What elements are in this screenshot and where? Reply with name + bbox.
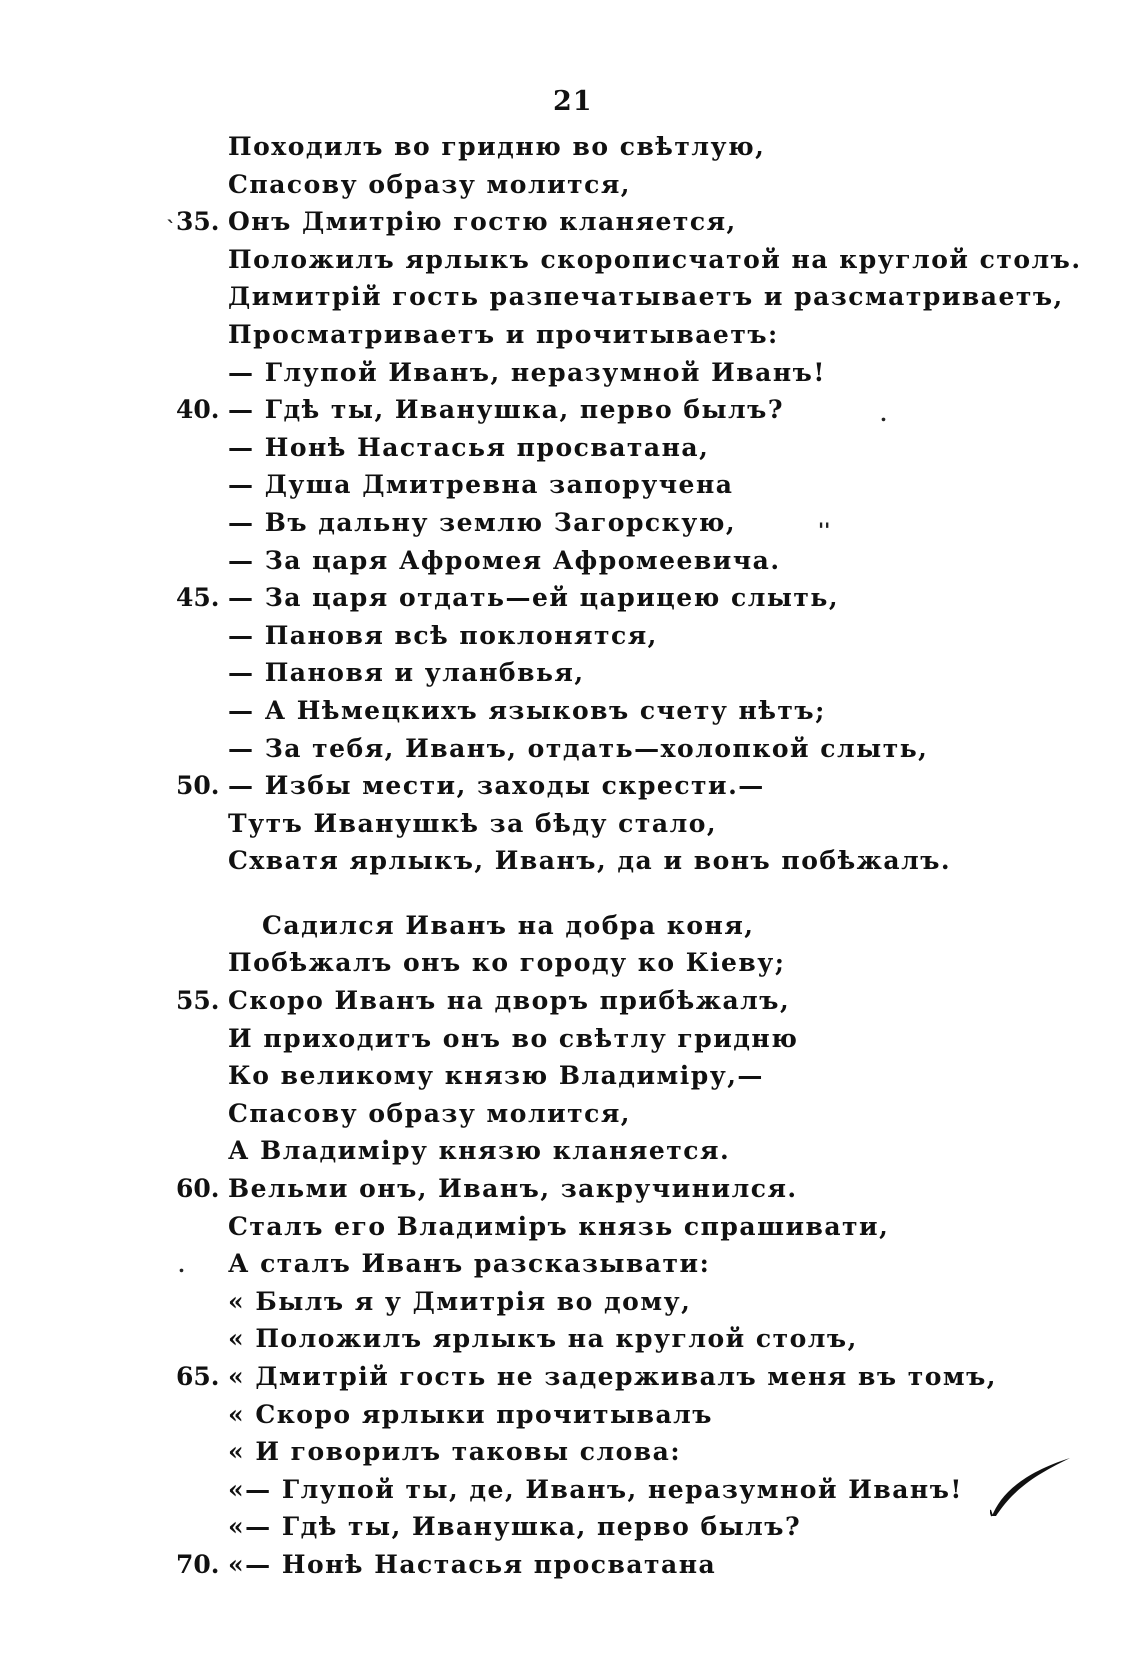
verse-line [0,504,1140,542]
verse-text: «— Нонѣ Настасья просватана [228,1549,717,1579]
verse-text: Побѣжалъ онъ ко городу ко Кіеву; [228,948,786,978]
verse-line [0,1283,1140,1321]
verse-text: Скоро Иванъ на дворъ прибѣжалъ, [228,986,791,1016]
verse-line [0,1020,1140,1058]
verse-text: Сталъ его Владиміръ князь спрашивати, [228,1211,890,1241]
verse-line [0,907,1140,945]
verse-line [0,1208,1140,1246]
verse-line [0,842,1140,880]
verse-text: — Нонѣ Настасья просватана, [228,432,710,462]
verse-line [0,617,1140,655]
verse-line [0,278,1140,316]
verse-text: — За царя отдать—ей царицею слыть, [228,583,840,613]
verse-text: — Пановя всѣ поклонятся, [228,620,658,650]
verse-text: — Гдѣ ты, Иванушка, перво былъ? [228,395,785,425]
verse-line [0,1095,1140,1133]
verse-text: — Душа Дмитревна запоручена [228,470,734,500]
verse-line [0,1245,1140,1283]
verse-text: Ко великому князю Владиміру,— [228,1061,764,1091]
verse-line [0,730,1140,768]
verse-text: — За тебя, Иванъ, отдать—холопкой слыть, [228,733,929,763]
line-number: 50. [176,771,220,801]
line-number: 60. [176,1174,220,1204]
ink-dot: . [178,1253,185,1277]
verse-text: А Владиміру князю кланяется. [228,1136,731,1166]
verse-text: «— Глупой ты, де, Иванъ, неразумной Иванъ! [228,1474,963,1504]
verse-text: Положилъ ярлыкъ скорописчатой на круглой столъ. [228,244,1082,274]
verse-text: — За царя Афромея Афромеевича. [228,545,781,575]
verse-line [0,1508,1140,1546]
verse-text: А сталъ Иванъ разсказывати: [228,1249,711,1279]
verse-line [0,391,1140,429]
verse-text: « Положилъ ярлыкъ на круглой столъ, [228,1324,858,1354]
line-number: 65. [176,1362,220,1391]
verse-line [0,1170,1140,1208]
verse-line [0,241,1140,279]
verse-text: « Скоро ярлыки прочитывалъ [228,1399,713,1429]
verse-line [0,692,1140,730]
verse-text: И приходитъ онъ во свѣтлу гридню [228,1023,799,1053]
verse-line [0,166,1140,204]
verse-text: Спасову образу молится, [228,169,632,199]
verse-line [0,579,1140,617]
verse-text: — Избы мести, заходы скрести.— [228,771,765,801]
verse-text: « Былъ я у Дмитрія во дому, [228,1286,692,1316]
poem-text [0,128,1140,1659]
verse-text: Схватя ярлыкъ, Иванъ, да и вонъ побѣжалъ. [228,846,952,876]
page-number: 21 [553,86,593,117]
verse-line [0,1471,1140,1509]
verse-text: Садился Иванъ на добра коня, [262,910,755,940]
verse-line [0,1433,1140,1471]
verse-text: — Глупой Иванъ, неразумной Иванъ! [228,357,826,387]
verse-line [0,767,1140,805]
verse-line [0,944,1140,982]
line-number: 40. [176,395,220,425]
verse-text: — А Нѣмецкихъ языковъ счету нѣтъ; [228,695,826,725]
verse-line [0,1621,1140,1659]
verse-line [0,1546,1140,1584]
verse-line [0,654,1140,692]
verse-line [0,1057,1140,1095]
stanza-break [0,880,1140,907]
verse-line [0,466,1140,504]
verse-text: Вельми онъ, Иванъ, закручинился. [228,1174,798,1204]
verse-text: — Въ дальну землю Загорскую, [228,507,737,537]
verse-line [0,1132,1140,1170]
verse-line [0,316,1140,354]
ink-stroke-icon [990,1456,1072,1518]
verse-line [0,1584,1140,1622]
verse-text: Просматриваетъ и прочитываетъ: [228,319,779,349]
line-number: 55. [176,986,220,1016]
verse-line [0,1396,1140,1434]
line-number: 35. [176,207,220,237]
line-number: 70. [176,1549,220,1579]
verse-text: Димитрій гость разпечатываетъ и разсматриваетъ, [228,282,1064,312]
verse-text: Онъ Дмитрію гостю кланяется, [228,207,737,237]
ink-speck: '' [818,518,831,542]
verse-text: « И говорилъ таковы слова: [228,1437,682,1467]
verse-text: Тутъ Иванушкѣ за бѣду стало, [228,808,718,838]
verse-text: «— Гдѣ ты, Иванушка, перво былъ? [228,1512,802,1542]
verse-line [0,1358,1140,1396]
line-number: 45. [176,583,220,613]
verse-text: — Пановя и уланбвья, [228,658,585,688]
verse-line [0,128,1140,166]
verse-text: Спасову образу молится, [228,1098,632,1128]
verse-text: « Дмитрій гость не задерживалъ меня въ томъ, [228,1362,997,1391]
verse-line [0,542,1140,580]
verse-line [0,982,1140,1020]
ink-speck: ` [166,216,176,240]
verse-line [0,429,1140,467]
verse-line [0,354,1140,392]
verse-line [0,1320,1140,1358]
ink-dot: . [880,402,887,426]
verse-line [0,805,1140,843]
verse-text: Походилъ во гридню во свѣтлую, [228,132,766,161]
